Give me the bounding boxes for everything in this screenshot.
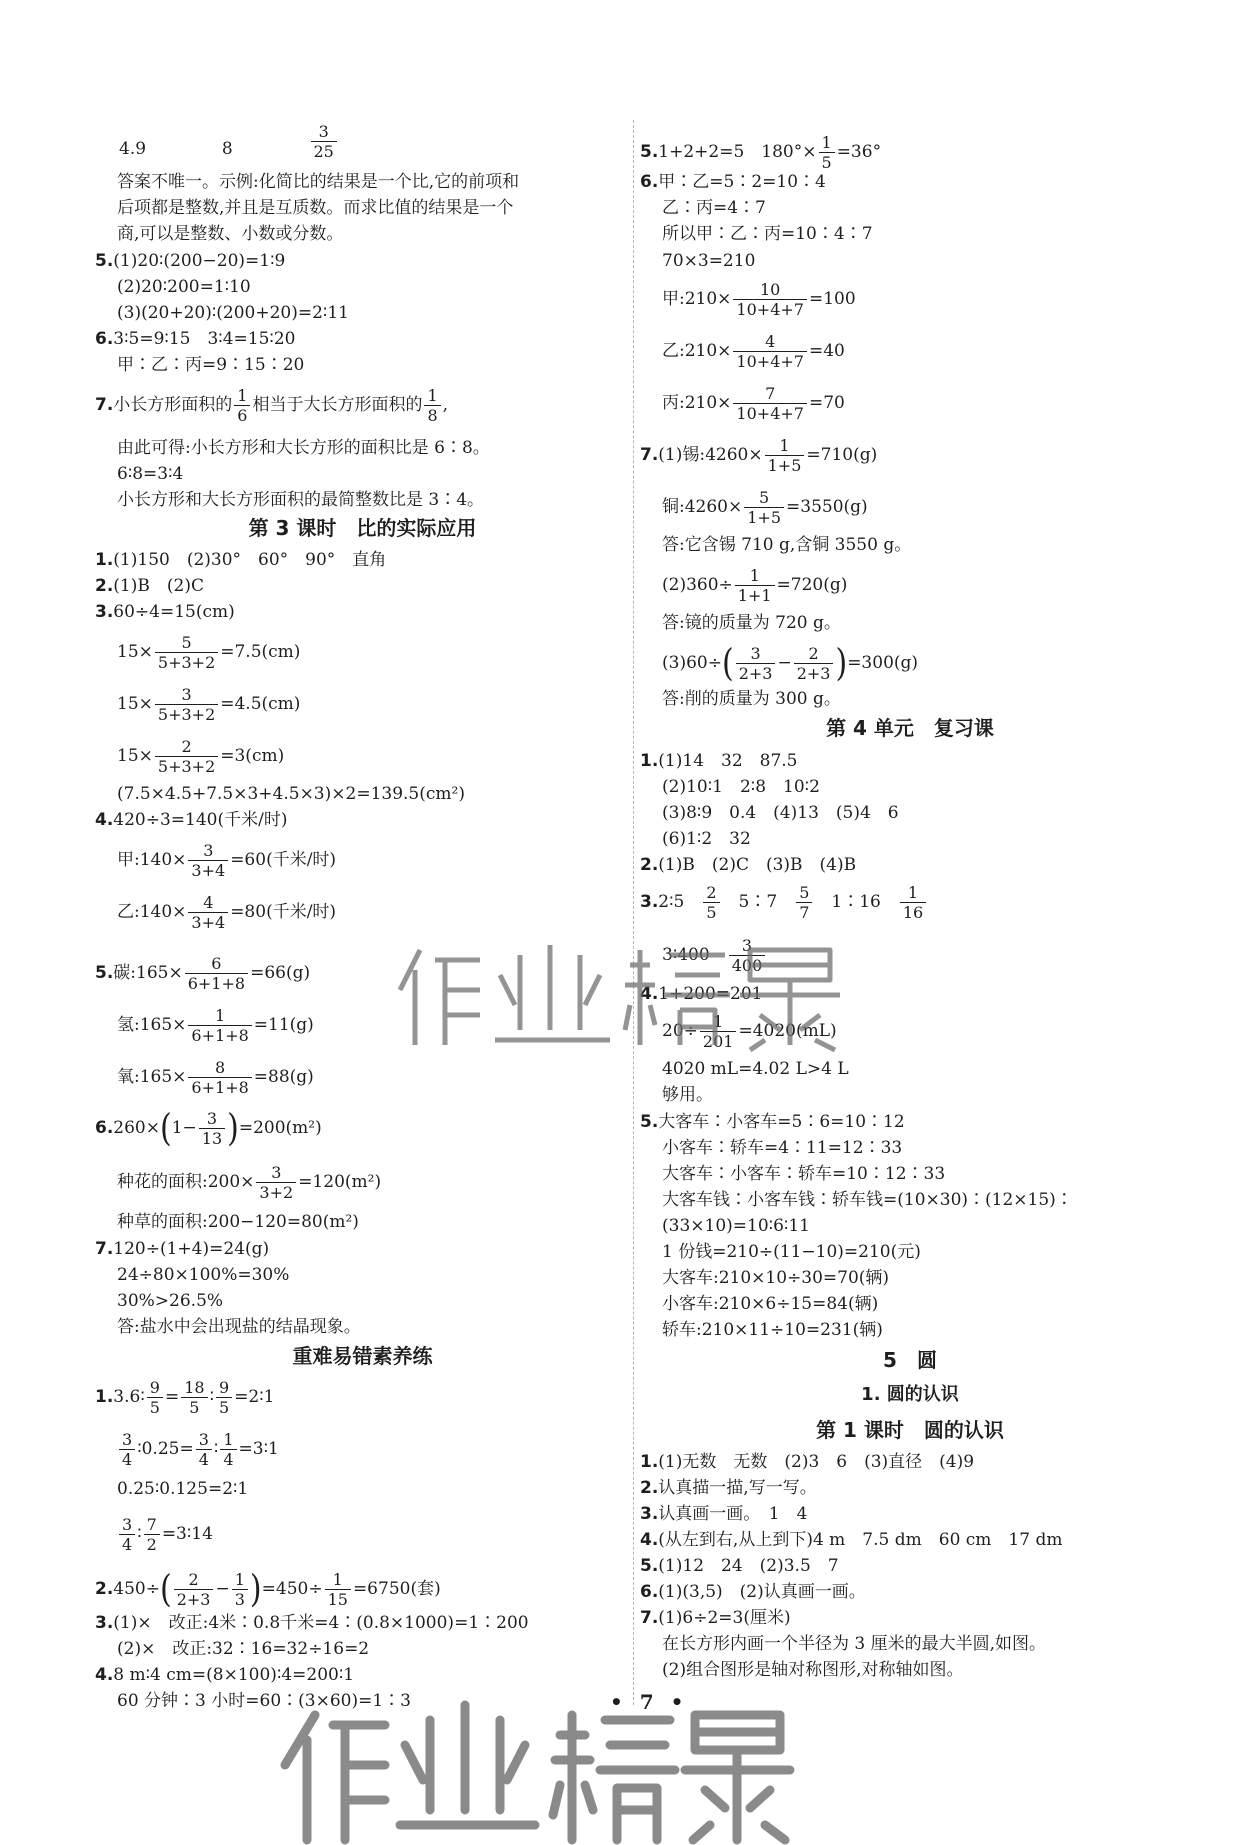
answer-line: 60 分钟∶3 小时=60∶(3×60)=1∶3 [117, 1691, 411, 1711]
answer-line: 4020 mL=4.02 L>4 L [662, 1059, 849, 1079]
question-2: 2.(1)B (2)C [95, 576, 204, 596]
answer-line: 乙∶丙=4∶7 [662, 198, 766, 218]
answer-line: 大客车钱∶小客车钱∶轿车钱=(10×30)∶(12×15)∶ [662, 1190, 1073, 1210]
answer-line: (6)1∶2 32 [662, 829, 751, 849]
answer-line: (2)10∶1 2∶8 10∶2 [662, 777, 820, 797]
answer-line: 氧:165× $\frac{8}{6+1+8}$ =88(g) [117, 1058, 314, 1097]
question-4c: 4.8 m∶4 cm=(8×100)∶4=200∶1 [95, 1665, 355, 1685]
answer-line: 15× $\frac{5}{5+3+2}$ =7.5(cm) [117, 633, 301, 672]
question-4s: 4.(从左到右,从上到下)4 m 7.5 dm 60 cm 17 dm [640, 1530, 1063, 1550]
fraction: $\frac{3}{25}$ [311, 122, 337, 161]
paragraph: 商,可以是整数、小数或分数。 [117, 224, 344, 244]
answer-line: (2)组合图形是轴对称图形,对称轴如图。 [662, 1660, 964, 1680]
question-1c: 1.3.6∶ $\frac{9}{5}$ = $\frac{18}{5}$ ∶ $\frac{9}{5}$ =2∶1 [95, 1378, 275, 1417]
answer-line: (7.5×4.5+7.5×3+4.5×3)×2=139.5(cm²) [117, 784, 465, 804]
question-1s: 1.(1)无数 无数 (2)3 6 (3)直径 (4)9 [640, 1452, 975, 1472]
paragraph: 答案不唯一。示例:化简比的结果是一个比,它的前项和 [117, 172, 520, 192]
question-4: 4.420÷3=140(千米/时) [95, 810, 288, 830]
watermark-bottom [265, 1690, 795, 1845]
question-5s: 5.(1)12 24 (2)3.5 7 [640, 1556, 839, 1576]
question-6s: 6.(1)(3,5) (2)认真画一画。 [640, 1582, 866, 1602]
answer-line: 70×3=210 [662, 251, 756, 271]
answer-line: 丙:210× $\frac{7}{10+4+7}$ =70 [662, 384, 845, 423]
section-heading: 重难易错素养练 [292, 1344, 433, 1368]
answer-line: 20÷ $\frac{1}{201}$ =4020(mL) [662, 1012, 837, 1051]
question-2s: 2.认真描一描,写一写。 [640, 1478, 817, 1498]
answer-line: 大客车:210×10÷30=70(辆) [662, 1268, 890, 1288]
question-6b: 6.260×(1− $\frac{3}{13}$ )=200(m²) [95, 1106, 322, 1150]
question-5b: 5.碳:165× $\frac{6}{6+1+8}$ =66(g) [95, 954, 311, 993]
question-5: 5.(1)20∶(200−20)=1∶9 [95, 251, 286, 271]
answer-line: 15× $\frac{3}{5+3+2}$ =4.5(cm) [117, 685, 301, 724]
answer-line: 答:削的质量为 300 g。 [662, 689, 841, 709]
question-7b: 7.120÷(1+4)=24(g) [95, 1239, 270, 1259]
answer-line: 30%>26.5% [117, 1291, 224, 1311]
answer-line: 种花的面积:200× $\frac{3}{3+2}$ =120(m²) [117, 1163, 382, 1202]
question-4r: 4.1+200=201 [640, 984, 763, 1004]
answer-line: (2)× 改正:32∶16=32÷16=2 [117, 1639, 370, 1659]
question-7: 7.小长方形面积的 $\frac{1}{6}$ 相当于大长方形面积的 $\frac{1}{8}$ , [95, 386, 449, 425]
answer-line: 轿车:210×11÷10=231(辆) [662, 1320, 883, 1340]
question-6r: 6.甲∶乙=5∶2=10∶4 [640, 172, 826, 192]
question-7s: 7.(1)6÷2=3(厘米) [640, 1608, 791, 1628]
section-heading: 第 1 课时 圆的认识 [816, 1418, 1004, 1442]
answer-line: 在长方形内画一个半径为 3 厘米的最大半圆,如图。 [662, 1634, 1047, 1654]
answer-line: 24÷80×100%=30% [117, 1265, 290, 1285]
question-2c: 2.450÷( $\frac{2}{2+3}$ − $\frac{1}{3}$ )=450÷ $\frac{1}{15}$ =6750(套) [95, 1567, 441, 1611]
column-divider [633, 120, 634, 1705]
answer-line: (3)8∶9 0.4 (4)13 (5)4 6 [662, 803, 899, 823]
answer-line: 所以甲∶乙∶丙=10∶4∶7 [662, 224, 873, 244]
answer-line: 够用。 [662, 1085, 713, 1105]
answer-line: 由此可得:小长方形和大长方形的面积比是 6∶8。 [117, 438, 490, 458]
question-5r: 5.1+2+2=5 180°× $\frac{1}{5}$ =36° [640, 133, 882, 172]
answer-line: 0.25∶0.125=2∶1 [117, 1479, 249, 1499]
answer-line: 大客车∶小客车∶轿车=10∶12∶33 [662, 1164, 946, 1184]
answer-line: 乙:140× $\frac{4}{3+4}$ =80(千米/时) [117, 893, 337, 932]
answer-line: 小客车∶轿车=4∶11=12∶33 [662, 1138, 903, 1158]
answer-line: 答:它含锡 710 g,含铜 3550 g。 [662, 535, 912, 555]
answer-line: (3)(20+20)∶(200+20)=2∶11 [117, 303, 349, 323]
chapter-heading: 5 圆 [883, 1348, 937, 1372]
answer-line: 种草的面积:200−120=80(m²) [117, 1212, 359, 1232]
answer-line: 氢:165× $\frac{1}{6+1+8}$ =11(g) [117, 1006, 314, 1045]
answer-line: 甲:140× $\frac{3}{3+4}$ =60(千米/时) [117, 841, 337, 880]
answer-line: (33×10)=10∶6∶11 [662, 1216, 810, 1236]
answer-line: 答:镜的质量为 720 g。 [662, 613, 841, 633]
question-7r: 7.(1)锡:4260× $\frac{1}{1+5}$ =710(g) [640, 436, 878, 475]
page-number: • 7 • [610, 1690, 689, 1714]
answer-line: 甲:210× $\frac{10}{10+4+7}$ =100 [662, 280, 856, 319]
section-heading: 第 4 单元 复习课 [826, 716, 994, 740]
question-3r: 3.2∶5 $\frac{2}{5}$ 5∶7 $\frac{5}{7}$ 1∶16 $\frac{1}{16}$ [640, 883, 928, 922]
question-5rr: 5.大客车∶小客车=5∶6=10∶12 [640, 1112, 905, 1132]
answer-line: (2)360÷ $\frac{1}{1+1}$ =720(g) [662, 566, 848, 605]
question-1: 1.(1)150 (2)30° 60° 90° 直角 [95, 550, 387, 570]
question-1r: 1.(1)14 32 87.5 [640, 751, 798, 771]
question-3: 3.60÷4=15(cm) [95, 602, 235, 622]
answer-line: 1 份钱=210÷(11−10)=210(元) [662, 1242, 921, 1262]
answer-line: 答:盐水中会出现盐的结晶现象。 [117, 1317, 361, 1337]
question-6: 6.3∶5=9∶15 3∶4=15∶20 [95, 329, 296, 349]
answer-line: 铜:4260× $\frac{5}{1+5}$ =3550(g) [662, 488, 868, 527]
answer-line: 6∶8=3∶4 [117, 464, 184, 484]
question-2r: 2.(1)B (2)C (3)B (4)B [640, 855, 857, 875]
question-3c: 3.(1)× 改正:4米∶0.8千米=4∶(0.8×1000)=1∶200 [95, 1613, 529, 1633]
top-row: 4.9 8 $\frac{3}{25}$ [119, 130, 339, 169]
answer-line: $\frac{3}{4}$ ∶ $\frac{7}{2}$ =3∶14 [95, 1515, 213, 1554]
watermark-middle [380, 930, 850, 1060]
answer-line: (3)60÷( $\frac{3}{2+3}$ − $\frac{2}{2+3}$ )=300(g) [662, 641, 919, 685]
section-heading: 1. 圆的认识 [861, 1384, 959, 1405]
answer-line: 小长方形和大长方形面积的最简整数比是 3∶4。 [117, 490, 485, 510]
answer-line: 小客车:210×6÷15=84(辆) [662, 1294, 879, 1314]
answer-line: (2)20∶200=1∶10 [117, 277, 251, 297]
paragraph: 后项都是整数,并且是互质数。而求比值的结果是一个 [117, 198, 514, 218]
answer-line: $\frac{3}{4}$ ∶0.25= $\frac{3}{4}$ ∶ $\frac{1}{4}$ =3∶1 [95, 1430, 279, 1469]
question-3s: 3.认真画一画。 1 4 [640, 1504, 808, 1524]
section-heading: 第 3 课时 比的实际应用 [248, 516, 477, 540]
answer-line: 乙:210× $\frac{4}{10+4+7}$ =40 [662, 332, 845, 371]
answer-line: 3∶400 $\frac{3}{400}$ [640, 936, 767, 975]
answer-line: 甲∶乙∶丙=9∶15∶20 [117, 355, 305, 375]
answer-line: 15× $\frac{2}{5+3+2}$ =3(cm) [117, 737, 285, 776]
